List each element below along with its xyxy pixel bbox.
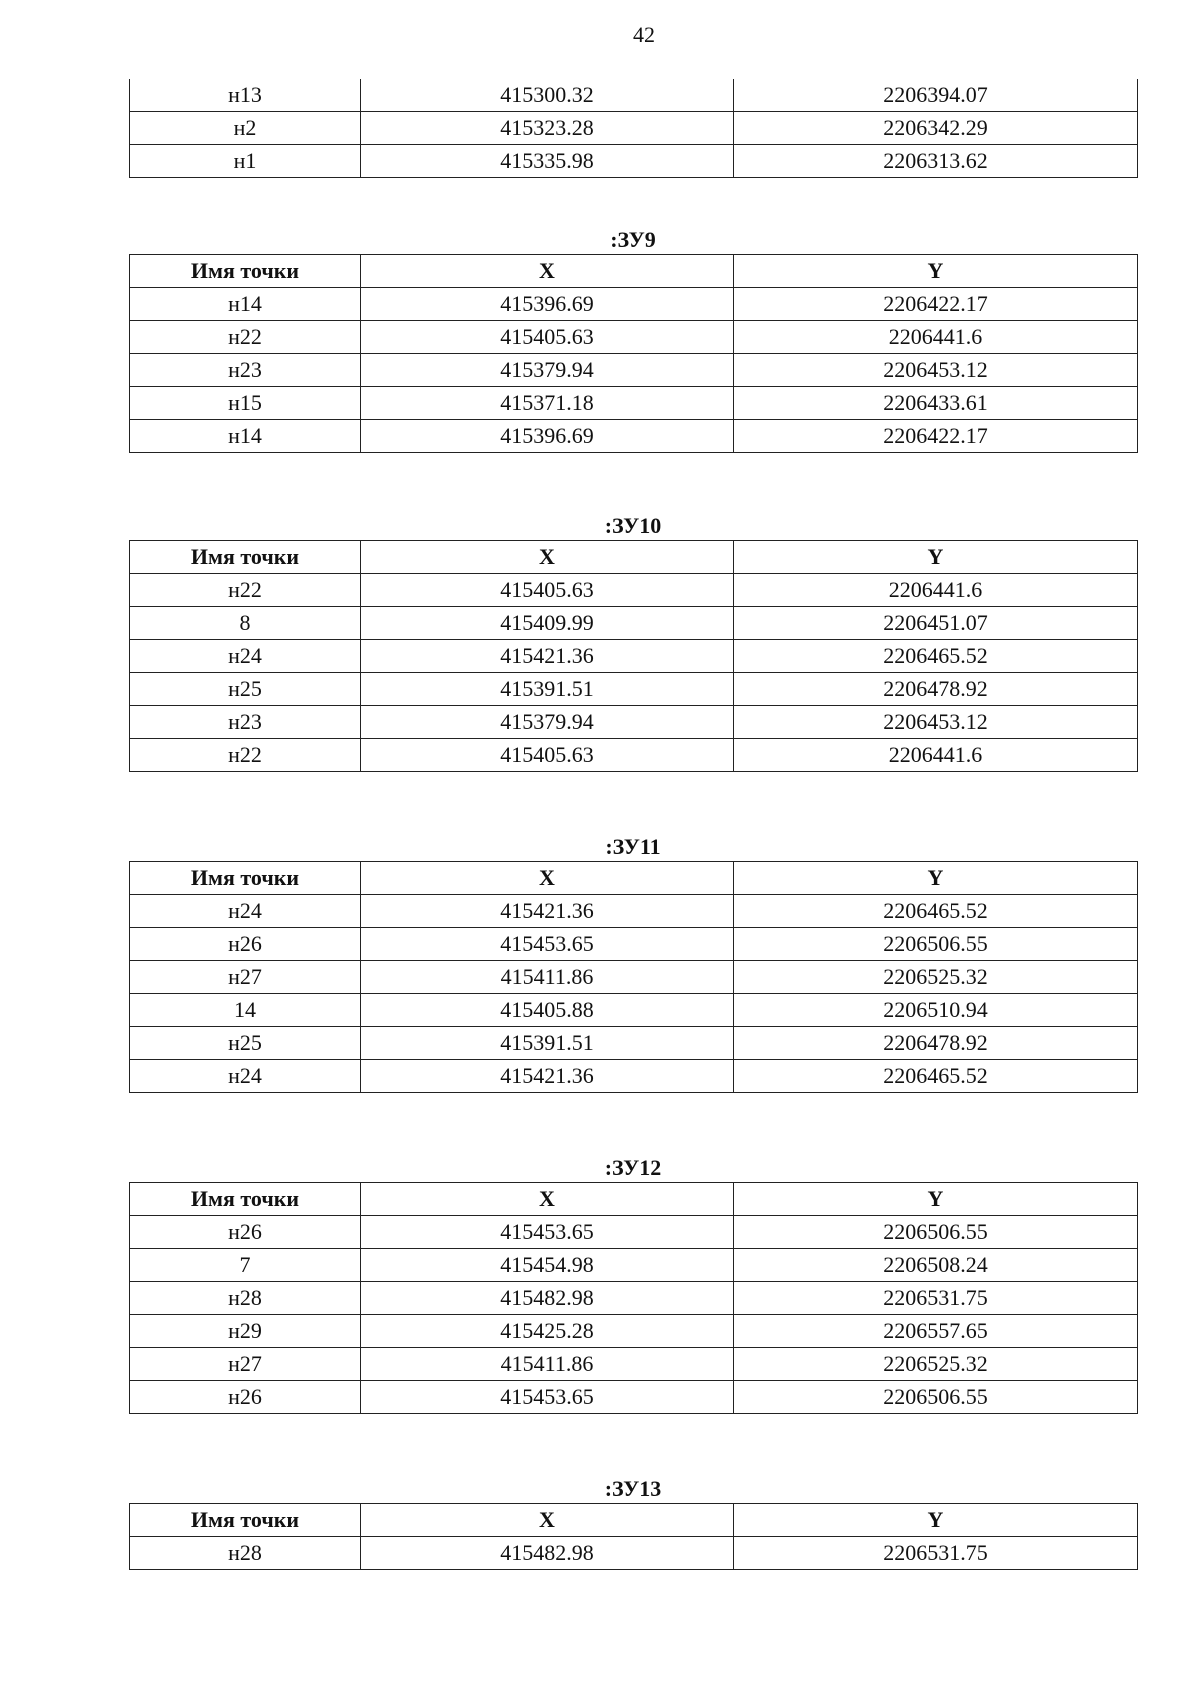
table-row: [130, 112, 1138, 145]
section-zu9: [129, 226, 1137, 453]
y-coordinate-cell: 2206478.92: [734, 673, 1138, 706]
header-point-name: Имя точки: [130, 1183, 361, 1216]
point-name-cell: 7: [130, 1249, 361, 1282]
y-coordinate-cell: 2206441.6: [734, 321, 1138, 354]
y-coordinate-cell: 2206422.17: [734, 420, 1138, 453]
x-coordinate-cell: 415421.36: [361, 1060, 734, 1093]
header-point-name: Имя точки: [130, 862, 361, 895]
header-point-name: Имя точки: [130, 1504, 361, 1537]
x-coordinate-cell: 415425.28: [361, 1315, 734, 1348]
coordinates-table: [129, 1503, 1138, 1570]
y-coordinate-cell: 2206531.75: [734, 1537, 1138, 1570]
table-row: [130, 1027, 1138, 1060]
header-y: Y: [734, 1183, 1138, 1216]
point-name-cell: н27: [130, 961, 361, 994]
point-name-cell: 8: [130, 607, 361, 640]
y-coordinate-cell: 2206422.17: [734, 288, 1138, 321]
table-row: [130, 673, 1138, 706]
point-name-cell: н24: [130, 895, 361, 928]
table-row: [130, 387, 1138, 420]
x-coordinate-cell: 415411.86: [361, 1348, 734, 1381]
y-coordinate-cell: 2206508.24: [734, 1249, 1138, 1282]
y-coordinate-cell: 2206525.32: [734, 1348, 1138, 1381]
header-x: X: [361, 862, 734, 895]
point-name-cell: н1: [130, 145, 361, 178]
continuation-section: [129, 79, 1137, 178]
table-row: [130, 288, 1138, 321]
point-name-cell: н22: [130, 321, 361, 354]
x-coordinate-cell: 415396.69: [361, 420, 734, 453]
y-coordinate-cell: 2206451.07: [734, 607, 1138, 640]
header-y: Y: [734, 1504, 1138, 1537]
y-coordinate-cell: 2206506.55: [734, 928, 1138, 961]
point-name-cell: н23: [130, 706, 361, 739]
y-coordinate-cell: 2206441.6: [734, 574, 1138, 607]
section-zu11: [129, 833, 1137, 1093]
table-row: [130, 321, 1138, 354]
section-title: :ЗУ12: [604, 1155, 662, 1180]
point-name-cell: н13: [130, 79, 361, 112]
point-name-cell: н14: [130, 288, 361, 321]
header-x: X: [361, 255, 734, 288]
point-name-cell: н25: [130, 1027, 361, 1060]
coordinates-table: [129, 540, 1138, 772]
point-name-cell: н22: [130, 574, 361, 607]
header-x: X: [361, 1183, 734, 1216]
x-coordinate-cell: 415379.94: [361, 354, 734, 387]
header-row: [130, 255, 1138, 288]
point-name-cell: н28: [130, 1282, 361, 1315]
point-name-cell: н29: [130, 1315, 361, 1348]
y-coordinate-cell: 2206342.29: [734, 112, 1138, 145]
y-coordinate-cell: 2206441.6: [734, 739, 1138, 772]
y-coordinate-cell: 2206557.65: [734, 1315, 1138, 1348]
x-coordinate-cell: 415454.98: [361, 1249, 734, 1282]
header-row: [130, 862, 1138, 895]
header-x: X: [361, 541, 734, 574]
point-name-cell: н28: [130, 1537, 361, 1570]
y-coordinate-cell: 2206465.52: [734, 1060, 1138, 1093]
point-name-cell: н15: [130, 387, 361, 420]
table-row: [130, 1537, 1138, 1570]
header-row: [130, 1504, 1138, 1537]
x-coordinate-cell: 415371.18: [361, 387, 734, 420]
x-coordinate-cell: 415405.88: [361, 994, 734, 1027]
x-coordinate-cell: 415405.63: [361, 574, 734, 607]
continuation-table: [129, 79, 1138, 178]
x-coordinate-cell: 415453.65: [361, 1216, 734, 1249]
y-coordinate-cell: 2206433.61: [734, 387, 1138, 420]
section-title: :ЗУ11: [605, 834, 661, 859]
table-row: [130, 1315, 1138, 1348]
table-row: [130, 574, 1138, 607]
x-coordinate-cell: 415323.28: [361, 112, 734, 145]
x-coordinate-cell: 415405.63: [361, 321, 734, 354]
y-coordinate-cell: 2206313.62: [734, 145, 1138, 178]
table-row: [130, 354, 1138, 387]
point-name-cell: н24: [130, 640, 361, 673]
point-name-cell: н22: [130, 739, 361, 772]
y-coordinate-cell: 2206394.07: [734, 79, 1138, 112]
x-coordinate-cell: 415421.36: [361, 895, 734, 928]
section-zu13: [129, 1475, 1137, 1570]
point-name-cell: н27: [130, 1348, 361, 1381]
header-y: Y: [734, 255, 1138, 288]
point-name-cell: н23: [130, 354, 361, 387]
coordinates-table: [129, 1182, 1138, 1414]
table-row: [130, 928, 1138, 961]
section-title: :ЗУ10: [604, 513, 662, 538]
x-coordinate-cell: 415453.65: [361, 928, 734, 961]
y-coordinate-cell: 2206506.55: [734, 1381, 1138, 1414]
x-coordinate-cell: 415396.69: [361, 288, 734, 321]
x-coordinate-cell: 415421.36: [361, 640, 734, 673]
x-coordinate-cell: 415335.98: [361, 145, 734, 178]
page-number: 42: [633, 22, 655, 47]
table-row: [130, 739, 1138, 772]
y-coordinate-cell: 2206506.55: [734, 1216, 1138, 1249]
point-name-cell: н2: [130, 112, 361, 145]
y-coordinate-cell: 2206453.12: [734, 354, 1138, 387]
table-row: [130, 994, 1138, 1027]
point-name-cell: н26: [130, 1216, 361, 1249]
table-row: [130, 706, 1138, 739]
y-coordinate-cell: 2206465.52: [734, 895, 1138, 928]
x-coordinate-cell: 415300.32: [361, 79, 734, 112]
y-coordinate-cell: 2206478.92: [734, 1027, 1138, 1060]
x-coordinate-cell: 415411.86: [361, 961, 734, 994]
x-coordinate-cell: 415482.98: [361, 1282, 734, 1315]
header-row: [130, 1183, 1138, 1216]
y-coordinate-cell: 2206465.52: [734, 640, 1138, 673]
point-name-cell: н14: [130, 420, 361, 453]
section-zu12: [129, 1154, 1137, 1414]
table-row: [130, 420, 1138, 453]
x-coordinate-cell: 415482.98: [361, 1537, 734, 1570]
x-coordinate-cell: 415409.99: [361, 607, 734, 640]
point-name-cell: н26: [130, 1381, 361, 1414]
y-coordinate-cell: 2206510.94: [734, 994, 1138, 1027]
table-row: [130, 79, 1138, 112]
point-name-cell: н25: [130, 673, 361, 706]
point-name-cell: 14: [130, 994, 361, 1027]
header-point-name: Имя точки: [130, 541, 361, 574]
point-name-cell: н24: [130, 1060, 361, 1093]
table-row: [130, 1249, 1138, 1282]
header-x: X: [361, 1504, 734, 1537]
x-coordinate-cell: 415391.51: [361, 673, 734, 706]
y-coordinate-cell: 2206453.12: [734, 706, 1138, 739]
x-coordinate-cell: 415391.51: [361, 1027, 734, 1060]
header-row: [130, 541, 1138, 574]
header-y: Y: [734, 541, 1138, 574]
table-row: [130, 961, 1138, 994]
coordinates-table: [129, 254, 1138, 453]
table-row: [130, 1060, 1138, 1093]
section-title: :ЗУ9: [610, 227, 656, 252]
x-coordinate-cell: 415453.65: [361, 1381, 734, 1414]
y-coordinate-cell: 2206531.75: [734, 1282, 1138, 1315]
point-name-cell: н26: [130, 928, 361, 961]
table-row: [130, 1381, 1138, 1414]
table-row: [130, 1282, 1138, 1315]
x-coordinate-cell: 415405.63: [361, 739, 734, 772]
table-row: [130, 895, 1138, 928]
x-coordinate-cell: 415379.94: [361, 706, 734, 739]
header-y: Y: [734, 862, 1138, 895]
section-title: :ЗУ13: [604, 1476, 662, 1501]
y-coordinate-cell: 2206525.32: [734, 961, 1138, 994]
section-zu10: [129, 512, 1137, 772]
table-row: [130, 1216, 1138, 1249]
table-row: [130, 607, 1138, 640]
header-point-name: Имя точки: [130, 255, 361, 288]
table-row: [130, 1348, 1138, 1381]
coordinates-table: [129, 861, 1138, 1093]
table-row: [130, 640, 1138, 673]
table-row: [130, 145, 1138, 178]
